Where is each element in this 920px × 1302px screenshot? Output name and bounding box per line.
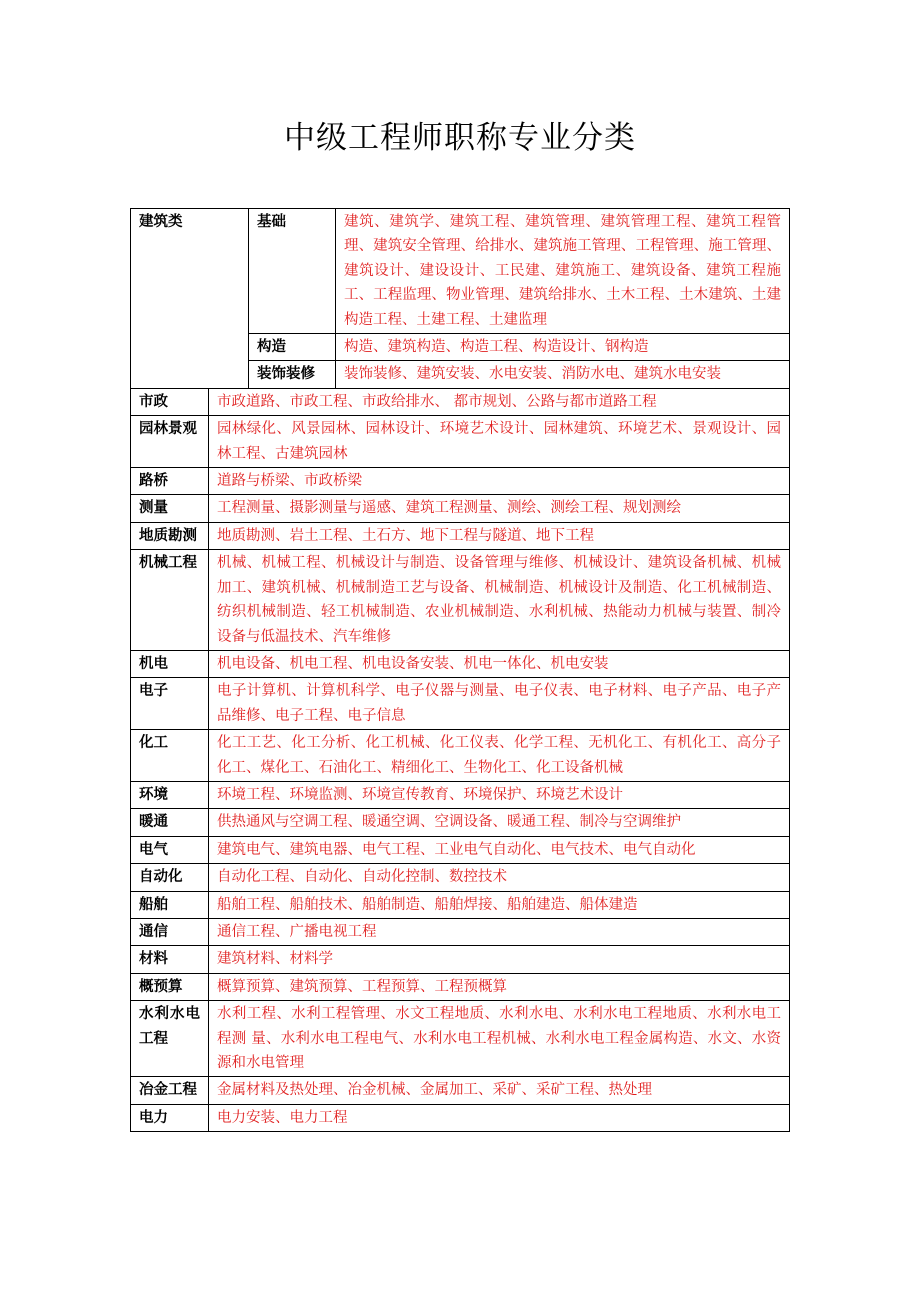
document-title: 中级工程师职称专业分类 [284, 120, 636, 156]
specialty-table [130, 208, 790, 1132]
majors-cell: 化工工艺、化工分析、化工机械、化工仪表、化学工程、无机化工、有机化工、高分子化工、煤化工、石油化工、精细化工、生物化工、化工设备机械 [209, 730, 790, 782]
category-cell: 建筑类 [131, 209, 249, 389]
table-row [131, 1077, 790, 1104]
category-cell: 船舶 [131, 891, 209, 918]
category-cell: 概预算 [131, 973, 209, 1000]
majors-cell: 金属材料及热处理、冶金机械、金属加工、采矿、采矿工程、热处理 [209, 1077, 790, 1104]
category-cell: 机电 [131, 650, 209, 677]
majors-cell: 电力安装、电力工程 [209, 1104, 790, 1131]
category-cell: 化工 [131, 730, 209, 782]
majors-cell: 水利工程、水利工程管理、水文工程地质、水利水电、水利水电工程地质、水利水电工程测 量、水利水电工程电气、水利水电工程机械、水利水电工程金属构造、水文、水资源和水电管理 [209, 1001, 790, 1077]
table-row [131, 495, 790, 522]
majors-cell: 自动化工程、自动化、自动化控制、数控技术 [209, 864, 790, 891]
category-cell: 冶金工程 [131, 1077, 209, 1104]
table-row [131, 973, 790, 1000]
category-cell: 测量 [131, 495, 209, 522]
table-row [131, 1001, 790, 1077]
category-cell: 自动化 [131, 864, 209, 891]
majors-cell: 市政道路、市政工程、市政给排水、 都市规划、公路与都市道路工程 [209, 388, 790, 415]
subcategory-cell: 基础 [249, 209, 336, 334]
subcategory-row [249, 334, 789, 361]
architecture-subtable [249, 209, 789, 388]
table-row [131, 650, 790, 677]
majors-cell: 工程测量、摄影测量与遥感、建筑工程测量、测绘、测绘工程、规划测绘 [209, 495, 790, 522]
category-cell: 水利水电工程 [131, 1001, 209, 1077]
category-cell: 电子 [131, 678, 209, 730]
majors-cell: 建筑材料、材料学 [209, 946, 790, 973]
category-cell: 通信 [131, 918, 209, 945]
table-row [131, 946, 790, 973]
majors-cell: 地质勘测、岩土工程、土石方、地下工程与隧道、地下工程 [209, 522, 790, 549]
majors-cell: 机电设备、机电工程、机电设备安装、机电一体化、机电安装 [209, 650, 790, 677]
category-cell: 电气 [131, 836, 209, 863]
table-row [131, 550, 790, 651]
majors-cell: 电子计算机、计算机科学、电子仪器与测量、电子仪表、电子材料、电子产品、电子产品维修、电子工程、电子信息 [209, 678, 790, 730]
majors-cell: 园林绿化、风景园林、园林设计、环境艺术设计、园林建筑、环境艺术、景观设计、园林工程、古建筑园林 [209, 416, 790, 468]
table-row [131, 891, 790, 918]
majors-cell: 机械、机械工程、机械设计与制造、设备管理与维修、机械设计、建筑设备机械、机械加工、建筑机械、机械制造工艺与设备、机械制造、机械设计及制造、化工机械制造、纺织机械制造、轻工机械制造、农业机械制造、水利机械、热能动力机械与装置、制冷设备与低温技术、汽车维修 [209, 550, 790, 651]
majors-cell: 概算预算、建筑预算、工程预算、工程预概算 [209, 973, 790, 1000]
table-row [131, 864, 790, 891]
majors-cell: 构造、建筑构造、构造工程、构造设计、钢构造 [336, 334, 790, 361]
category-cell: 路桥 [131, 468, 209, 495]
majors-cell: 通信工程、广播电视工程 [209, 918, 790, 945]
majors-cell: 建筑、建筑学、建筑工程、建筑管理、建筑管理工程、建筑工程管理、建筑安全管理、给排水、建筑施工管理、工程管理、施工管理、建筑设计、建设设计、工民建、建筑施工、建筑设备、建筑工程施工、工程监理、物业管理、建筑给排水、土木工程、土木建筑、土建构造工程、土建工程、土建监理 [336, 209, 790, 334]
subcategory-cell: 装饰装修 [249, 361, 336, 388]
majors-cell: 装饰装修、建筑安装、水电安装、消防水电、建筑水电安装 [344, 366, 721, 383]
category-cell: 地质勘测 [131, 522, 209, 549]
architecture-subcategories [249, 209, 790, 389]
majors-cell: 供热通风与空调工程、暖通空调、空调设备、暖通工程、制冷与空调维护 [209, 809, 790, 836]
table-row [131, 416, 790, 468]
category-cell: 电力 [131, 1104, 209, 1131]
majors-cell: 道路与桥梁、市政桥梁 [209, 468, 790, 495]
table-row [131, 522, 790, 549]
table-row [131, 781, 790, 808]
classification-table [130, 208, 790, 1132]
category-cell: 暖通 [131, 809, 209, 836]
table-row [131, 730, 790, 782]
category-cell: 市政 [131, 388, 209, 415]
category-cell: 机械工程 [131, 550, 209, 651]
category-cell: 环境 [131, 781, 209, 808]
category-cell: 材料 [131, 946, 209, 973]
category-cell: 园林景观 [131, 416, 209, 468]
subcategory-cell: 构造 [249, 334, 336, 361]
subcategory-row [249, 361, 789, 388]
table-row [131, 388, 790, 415]
subcategory-row [249, 209, 789, 334]
majors-cell: 环境工程、环境监测、环境宣传教育、环境保护、环境艺术设计 [209, 781, 790, 808]
table-row [131, 918, 790, 945]
table-row [131, 836, 790, 863]
majors-cell: 建筑电气、建筑电器、电气工程、工业电气自动化、电气技术、电气自动化 [209, 836, 790, 863]
table-row [131, 809, 790, 836]
table-row [131, 678, 790, 730]
table-row-architecture [131, 209, 790, 389]
table-row [131, 468, 790, 495]
majors-cell: 船舶工程、船舶技术、船舶制造、船舶焊接、船舶建造、船体建造 [209, 891, 790, 918]
table-row [131, 1104, 790, 1131]
